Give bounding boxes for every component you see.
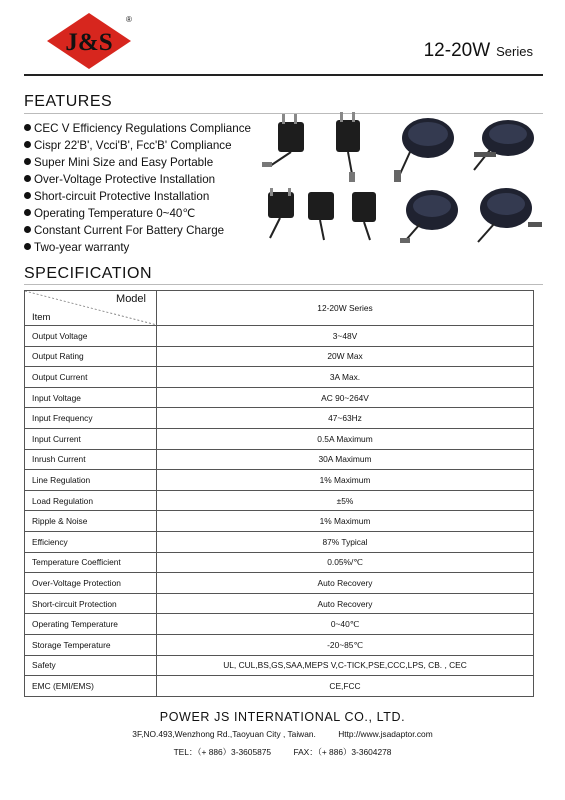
adapter-photo — [474, 120, 534, 170]
row-label: Output Current — [25, 367, 157, 388]
row-label: Efficiency — [25, 531, 157, 552]
row-value: Auto Recovery — [157, 593, 534, 614]
row-value: 47~63Hz — [157, 408, 534, 429]
row-value: 0.5A Maximum — [157, 428, 534, 449]
row-label: Temperature Coefficient — [25, 552, 157, 573]
row-label: Inrush Current — [25, 449, 157, 470]
product-photos — [260, 112, 550, 254]
row-label: Operating Temperature — [25, 614, 157, 635]
table-row — [25, 573, 534, 594]
table-row — [25, 593, 534, 614]
header-model-label: Model — [116, 293, 146, 305]
spec-divider — [24, 284, 543, 285]
table-row — [25, 531, 534, 552]
row-value: Auto Recovery — [157, 573, 534, 594]
bullet-icon — [24, 158, 31, 165]
adapter-photo — [400, 190, 458, 243]
brand-logo — [46, 12, 132, 70]
row-value: 87% Typical — [157, 531, 534, 552]
header-item-label: Item — [32, 312, 51, 323]
table-row — [25, 387, 534, 408]
adapter-photo — [262, 114, 304, 167]
company-fax: FAX：（+ 886）3-3604278 — [293, 747, 392, 757]
row-label: Load Regulation — [25, 490, 157, 511]
row-value: AC 90~264V — [157, 387, 534, 408]
row-label: EMC (EMI/EMS) — [25, 676, 157, 697]
adapter-photo — [336, 112, 360, 182]
contact-address-line — [0, 729, 565, 739]
row-label: Safety — [25, 655, 157, 676]
table-row — [25, 511, 534, 532]
specification-title: SPECIFICATION — [24, 265, 152, 282]
table-row — [25, 346, 534, 367]
row-label: Input Voltage — [25, 387, 157, 408]
row-value: 20W Max — [157, 346, 534, 367]
row-value: 1% Maximum — [157, 511, 534, 532]
table-row — [25, 428, 534, 449]
row-value: 0.05%/℃ — [157, 552, 534, 573]
bullet-icon — [24, 141, 31, 148]
company-tel: TEL：（+ 886）3-3605875 — [173, 747, 272, 757]
series-main: 12-20W — [423, 40, 491, 61]
bullet-icon — [24, 226, 31, 233]
table-header-row — [25, 291, 534, 326]
feature-item: Over-Voltage Protective Installation — [24, 171, 251, 188]
row-label: Ripple & Noise — [25, 511, 157, 532]
adapter-photo — [352, 192, 376, 240]
table-row — [25, 326, 534, 347]
contact-phone-line — [0, 746, 565, 758]
adapter-photo — [394, 118, 454, 182]
feature-item: Super Mini Size and Easy Portable — [24, 154, 251, 171]
feature-item: CEC V Efficiency Regulations Compliance — [24, 120, 251, 137]
table-row — [25, 490, 534, 511]
adapter-photo — [308, 192, 334, 240]
row-label: Storage Temperature — [25, 634, 157, 655]
spec-table — [24, 290, 534, 697]
table-row — [25, 449, 534, 470]
bullet-icon — [24, 243, 31, 250]
company-address: 3F,NO.493,Wenzhong Rd.,Taoyuan City , Taiwan. — [132, 729, 316, 739]
header-divider — [24, 74, 543, 76]
row-value: 3A Max. — [157, 367, 534, 388]
row-label: Input Frequency — [25, 408, 157, 429]
feature-item: Cispr 22'B', Vcci'B', Fcc'B' Compliance — [24, 137, 251, 154]
row-label: Output Voltage — [25, 326, 157, 347]
logo-text: J&S — [65, 29, 113, 56]
header-corner-cell — [25, 291, 157, 326]
company-website: Http://www.jsadaptor.com — [338, 729, 433, 739]
row-value: 0~40℃ — [157, 614, 534, 635]
row-value: ±5% — [157, 490, 534, 511]
table-row — [25, 634, 534, 655]
series-small: Series — [496, 44, 533, 59]
registered-mark: ® — [126, 15, 132, 24]
row-value: 3~48V — [157, 326, 534, 347]
bullet-icon — [24, 209, 31, 216]
bullet-icon — [24, 175, 31, 182]
bullet-icon — [24, 192, 31, 199]
adapter-photo — [478, 188, 542, 242]
table-row — [25, 614, 534, 635]
feature-item: Constant Current For Battery Charge — [24, 222, 251, 239]
table-row — [25, 470, 534, 491]
table-row — [25, 367, 534, 388]
row-value: 30A Maximum — [157, 449, 534, 470]
table-row — [25, 552, 534, 573]
feature-item: Operating Temperature 0~40℃ — [24, 205, 251, 222]
row-label: Output Rating — [25, 346, 157, 367]
table-row — [25, 676, 534, 697]
header-value-cell: 12-20W Series — [157, 291, 534, 326]
features-title: FEATURES — [24, 93, 113, 110]
row-label: Line Regulation — [25, 470, 157, 491]
row-value: 1% Maximum — [157, 470, 534, 491]
row-value: CE,FCC — [157, 676, 534, 697]
row-value: -20~85℃ — [157, 634, 534, 655]
features-list — [24, 120, 251, 256]
bullet-icon — [24, 124, 31, 131]
row-value: UL, CUL,BS,GS,SAA,MEPS V,C-TICK,PSE,CCC,LPS, CB. , CEC — [157, 655, 534, 676]
adapter-photo — [268, 188, 294, 238]
table-row — [25, 655, 534, 676]
feature-item: Short-circuit Protective Installation — [24, 188, 251, 205]
row-label: Input Current — [25, 428, 157, 449]
feature-item: Two-year warranty — [24, 239, 251, 256]
company-name: POWER JS INTERNATIONAL CO., LTD. — [159, 710, 406, 724]
table-row — [25, 408, 534, 429]
row-label: Over-Voltage Protection — [25, 573, 157, 594]
row-label: Short-circuit Protection — [25, 593, 157, 614]
series-title — [424, 40, 533, 62]
